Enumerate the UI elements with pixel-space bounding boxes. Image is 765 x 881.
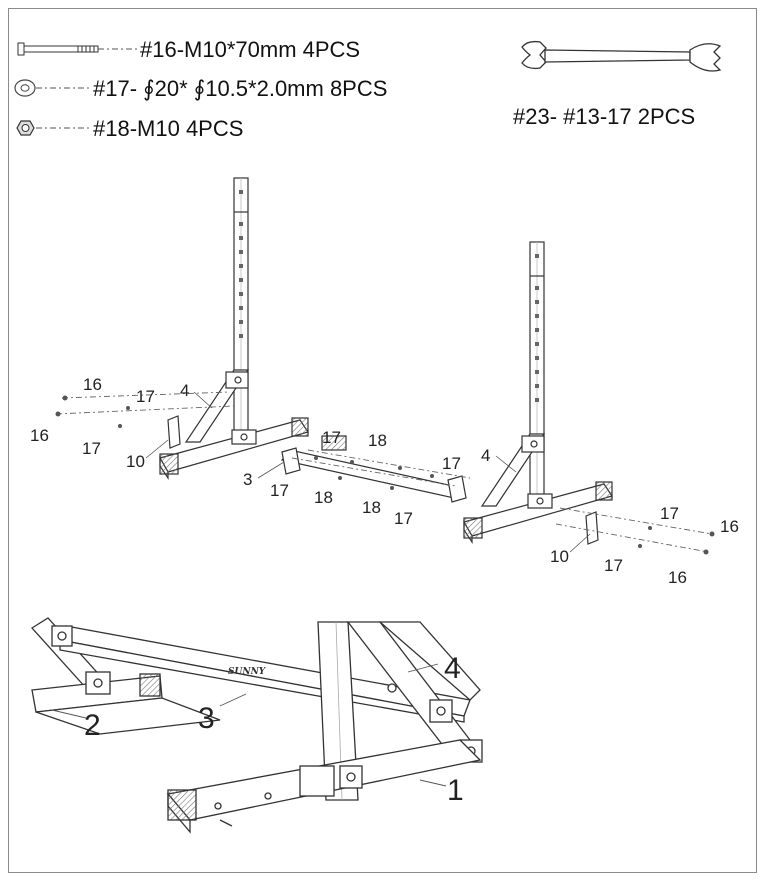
callout-cross-washer-b: 17 <box>270 481 289 500</box>
callout-left-bolt-top: 16 <box>83 375 102 394</box>
detail-callout-upright: 4 <box>444 652 461 685</box>
callout-right-bolt-bottom: 16 <box>668 568 687 587</box>
left-upright <box>160 178 308 478</box>
callout-left-bracket: 10 <box>126 452 145 471</box>
callout-right-bolt-top: 16 <box>720 517 739 536</box>
callout-left-upright: 4 <box>180 381 190 400</box>
part-16-label: #16-M10*70mm 4PCS <box>140 37 361 62</box>
callout-cross-washer-a: 17 <box>322 428 341 447</box>
detail-callout-crossbar: 3 <box>198 702 215 735</box>
callout-left-washer-bottom: 17 <box>82 439 101 458</box>
callout-left-bolt-bottom: 16 <box>30 426 49 445</box>
callout-cross-nut-a: 18 <box>368 431 387 450</box>
hardware-list <box>15 37 720 141</box>
callout-left-washer-top: 17 <box>136 387 155 406</box>
detail-callout-base-right: 1 <box>447 774 464 807</box>
callout-cross-nut-c: 18 <box>362 498 381 517</box>
brand-logo: SUNNY <box>228 667 266 677</box>
exploded-view <box>30 178 739 587</box>
washer-icon <box>15 80 90 96</box>
detail-callout-base-left: 2 <box>84 709 101 742</box>
right-upright <box>464 242 612 544</box>
callout-right-washer-top: 17 <box>660 504 679 523</box>
part-23-label: #23- #13-17 2PCS <box>513 104 696 129</box>
callout-right-bracket: 10 <box>550 547 569 566</box>
callout-cross-washer-c: 17 <box>442 454 461 473</box>
part-17-label: #17- ∮20* ∮10.5*2.0mm 8PCS <box>93 76 388 101</box>
wrench-icon <box>522 42 720 71</box>
nut-icon <box>17 121 90 135</box>
callout-cross-nut-b: 18 <box>314 488 333 507</box>
callout-right-washer-bottom: 17 <box>604 556 623 575</box>
part-18-label: #18-M10 4PCS <box>93 116 244 141</box>
callout-crossbar: 3 <box>243 470 253 489</box>
bolt-icon <box>18 43 138 55</box>
callout-cross-washer-d: 17 <box>394 509 413 528</box>
callout-right-upright: 4 <box>481 446 491 465</box>
detail-view <box>32 618 482 832</box>
